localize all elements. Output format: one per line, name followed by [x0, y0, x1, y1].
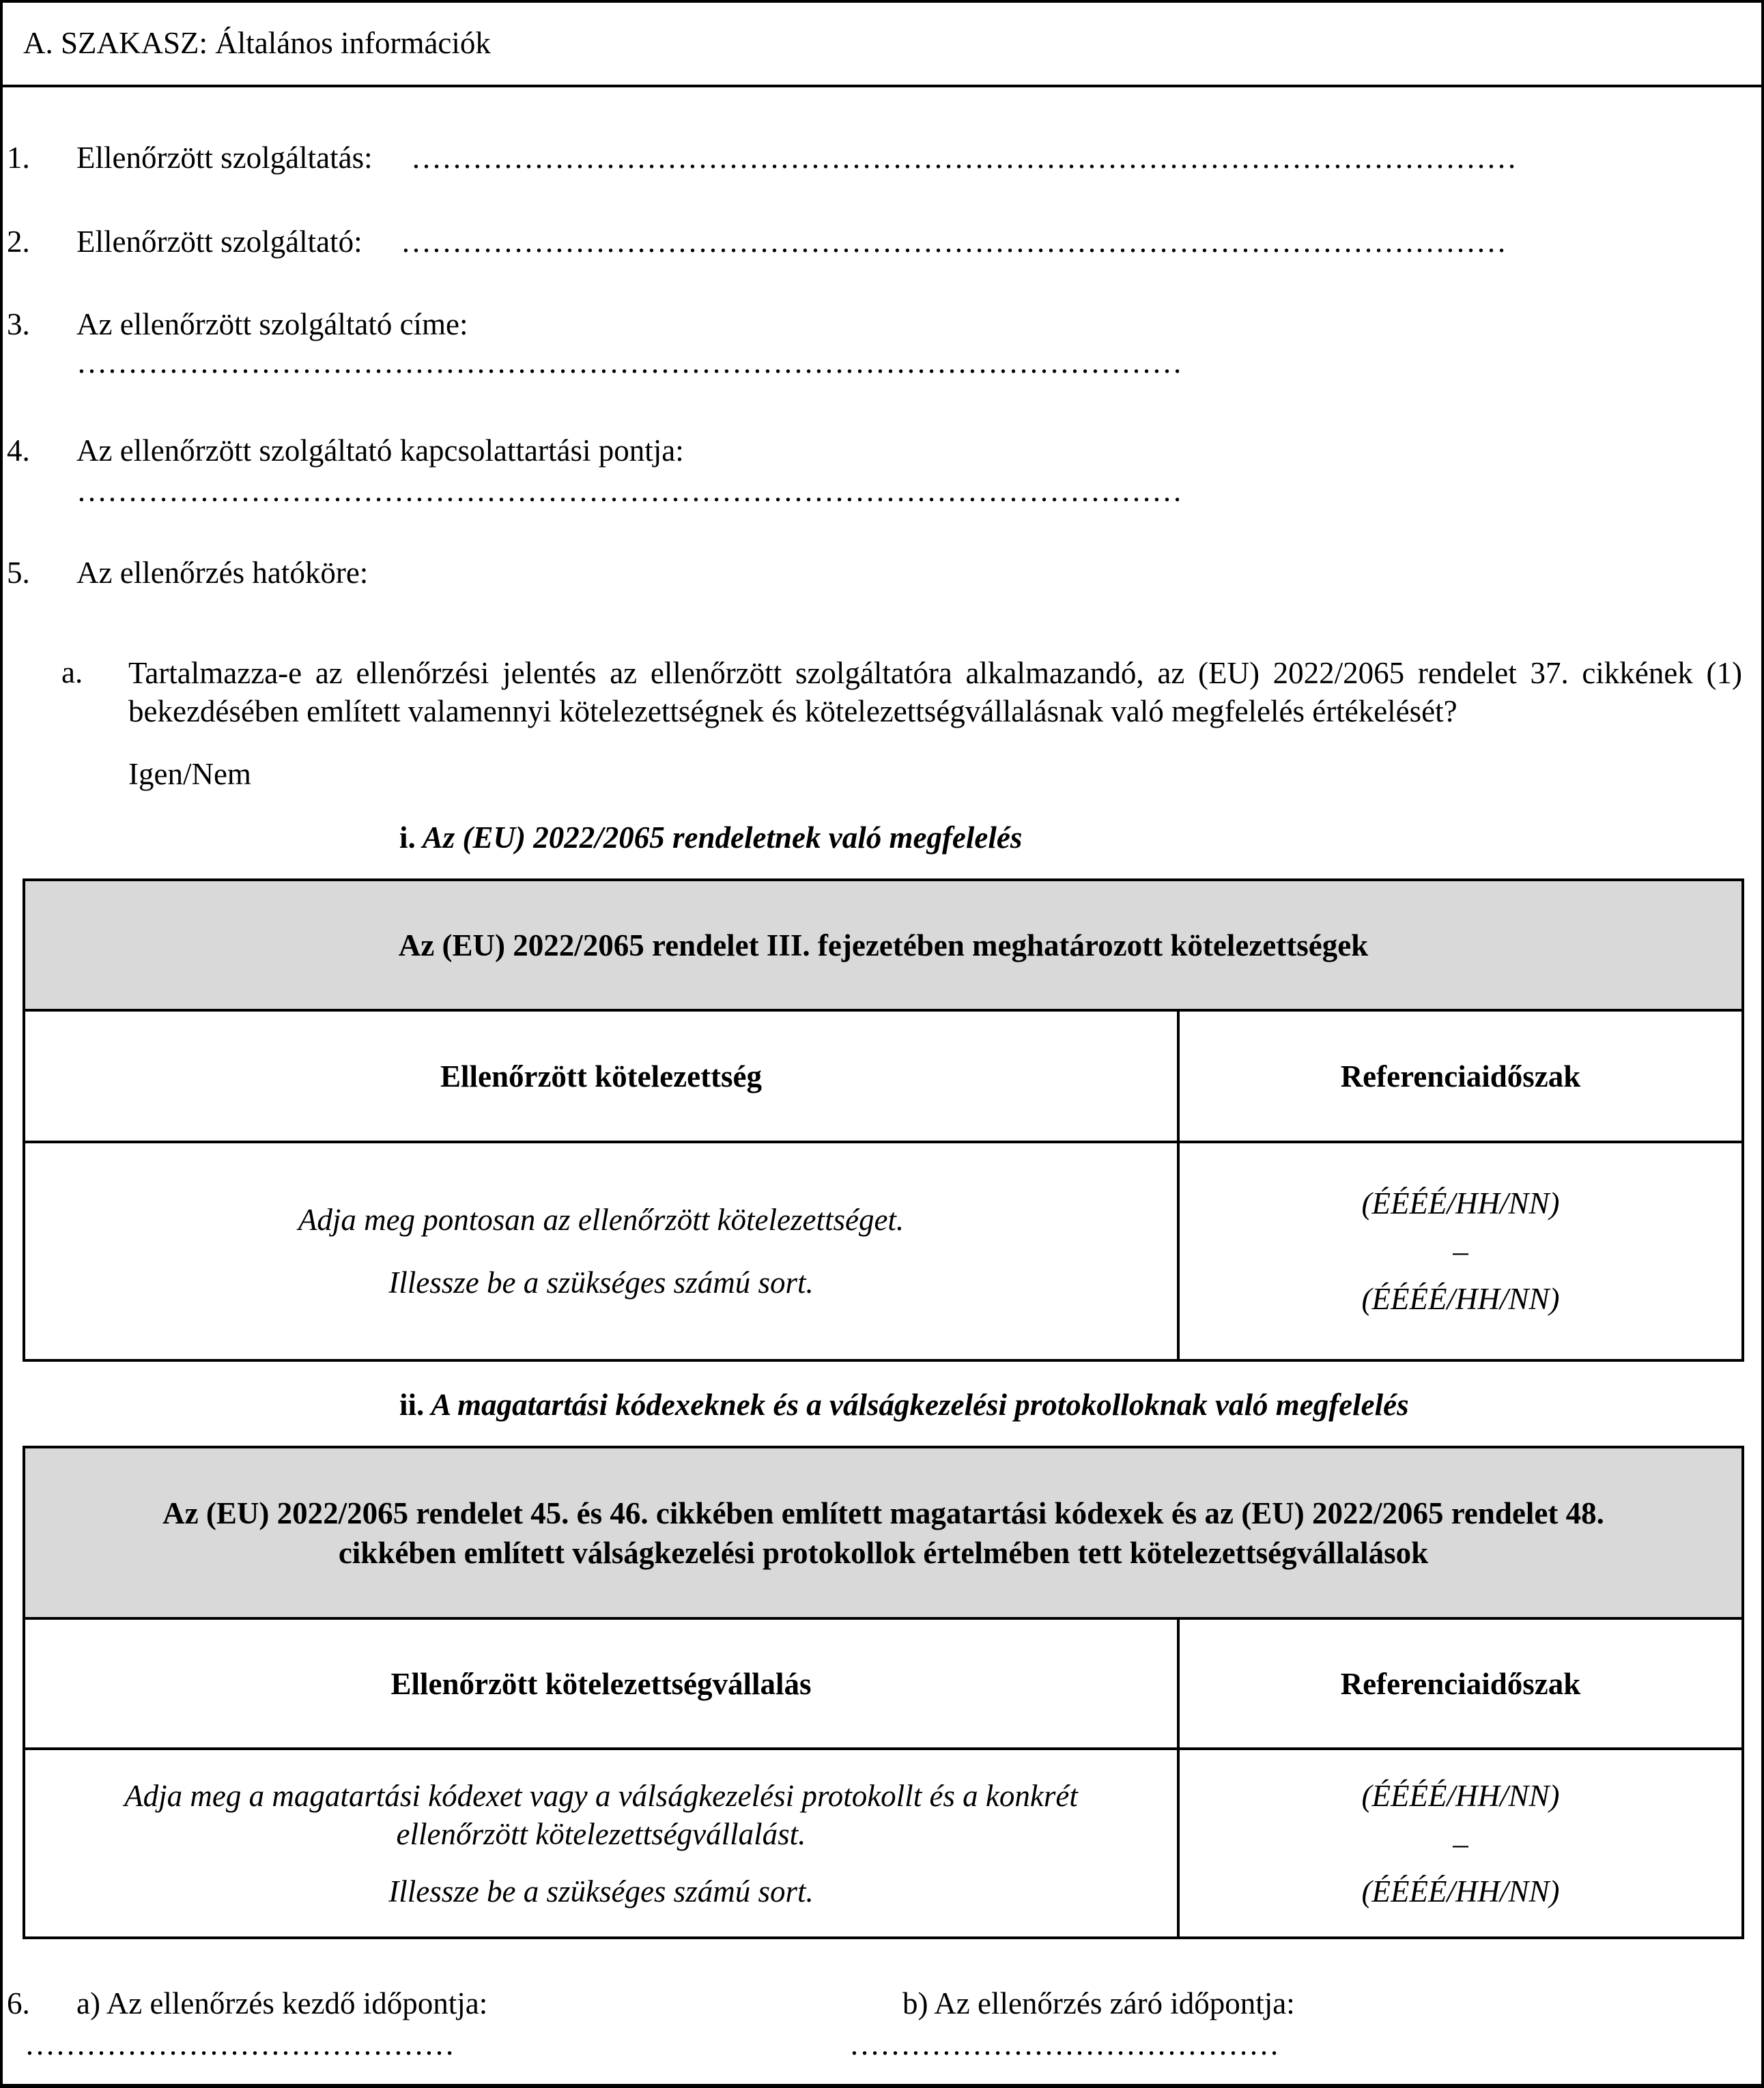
instruction-text: Adja meg a magatartási kódexet vagy a válságkezelési protokollt és a konkrét: [124, 1778, 1078, 1813]
insert-rows-note: Illessze be a szükséges számú sort.: [388, 1265, 814, 1300]
table-row: [24, 1749, 1743, 1938]
item-label: Az ellenőrzött szolgáltató címe:: [76, 307, 468, 341]
contact-point-input-placeholder[interactable]: ………………………………………………………………………………………………: [76, 474, 1182, 508]
column-header-reference-period: Referenciaidőszak: [1178, 1618, 1743, 1749]
roman-numeral: i.: [399, 820, 416, 855]
obligation-cell[interactable]: [24, 1142, 1178, 1360]
scope-question-text: Tartalmazza-e az ellenőrzési jelentés az ellenőrzött szolgáltatóra alkalmazandó, az (EU) 2022/2065 rendelet 37. cikkének (1) bekezdésében említett valamennyi kötelezettségnek és kötelezettségvállalásnak való megfelelés értékelését?: [128, 656, 1742, 728]
start-date-input-placeholder[interactable]: ……………………………………: [25, 2027, 455, 2061]
reference-period-cell[interactable]: [1178, 1749, 1743, 1938]
column-header-reference-period: Referenciaidőszak: [1178, 1010, 1743, 1142]
roman-numeral: ii.: [399, 1388, 425, 1422]
column-header-commitment: Ellenőrzött kötelezettségvállalás: [24, 1618, 1178, 1749]
item-label: Az ellenőrzött szolgáltató kapcsolattartási pontja:: [76, 433, 684, 468]
instruction-text: Adja meg pontosan az ellenőrzött kötelezettséget.: [298, 1203, 905, 1237]
commitments-table: [23, 1446, 1744, 1939]
reference-period-cell[interactable]: [1178, 1142, 1743, 1360]
table-row: [24, 1142, 1743, 1360]
instruction-text: ellenőrzött kötelezettségvállalást.: [396, 1816, 806, 1851]
item-label: Az ellenőrzés hatóköre:: [76, 556, 369, 590]
address-input-placeholder[interactable]: ………………………………………………………………………………………………: [76, 345, 1182, 380]
item-number: 3.: [7, 307, 30, 341]
period-to[interactable]: (ÉÉÉÉ/HH/NN): [1361, 1874, 1560, 1908]
compliance-regulation-heading: [399, 819, 1022, 856]
end-date-label: b) Az ellenőrzés záró időpontja:: [902, 1986, 1295, 2020]
heading-text: Az (EU) 2022/2065 rendeletnek való megfelelés: [422, 820, 1023, 855]
section-title: A. SZAKASZ: Általános információk: [23, 26, 491, 60]
column-header-obligation: Ellenőrzött kötelezettség: [24, 1010, 1178, 1142]
compliance-codes-heading: [399, 1386, 1409, 1423]
period-separator: –: [1453, 1826, 1468, 1861]
scope-letter: a.: [61, 655, 83, 689]
title-line: Az (EU) 2022/2065 rendelet 45. és 46. cikkében említett magatartási kódexek és az (EU) 2022/2065 rendelet 48.: [162, 1496, 1604, 1530]
item-number: 6.: [7, 1986, 30, 2020]
period-separator: –: [1453, 1234, 1468, 1268]
start-date-label: a) Az ellenőrzés kezdő időpontja:: [76, 1986, 488, 2020]
commitments-table-title: [24, 1447, 1743, 1618]
heading-text: A magatartási kódexeknek és a válságkezelési protokolloknak való megfelelés: [431, 1388, 1409, 1422]
period-from[interactable]: (ÉÉÉÉ/HH/NN): [1361, 1186, 1560, 1220]
commitment-cell[interactable]: [24, 1749, 1178, 1938]
item-label: Ellenőrzött szolgáltató:: [76, 225, 362, 259]
provider-input-placeholder[interactable]: ………………………………………………………………………………………………: [401, 225, 1507, 259]
service-input-placeholder[interactable]: ………………………………………………………………………………………………: [411, 141, 1517, 175]
item-label: Ellenőrzött szolgáltatás:: [76, 141, 373, 175]
title-line: cikkében említett válságkezelési protokollok értelmében tett kötelezettségvállalások: [338, 1535, 1429, 1570]
obligations-table-title: Az (EU) 2022/2065 rendelet III. fejezetében meghatározott kötelezettségek: [24, 880, 1743, 1010]
yes-no-answer[interactable]: Igen/Nem: [128, 757, 251, 791]
end-date-input-placeholder[interactable]: ……………………………………: [849, 2027, 1279, 2061]
item-number: 4.: [7, 433, 30, 468]
period-from[interactable]: (ÉÉÉÉ/HH/NN): [1361, 1778, 1560, 1813]
item-number: 2.: [7, 225, 30, 259]
section-header: [0, 0, 1764, 87]
period-to[interactable]: (ÉÉÉÉ/HH/NN): [1361, 1282, 1560, 1316]
item-number: 1.: [7, 141, 30, 175]
obligations-table: [23, 878, 1744, 1362]
insert-rows-note: Illessze be a szükséges számú sort.: [388, 1874, 814, 1908]
item-number: 5.: [7, 556, 30, 590]
